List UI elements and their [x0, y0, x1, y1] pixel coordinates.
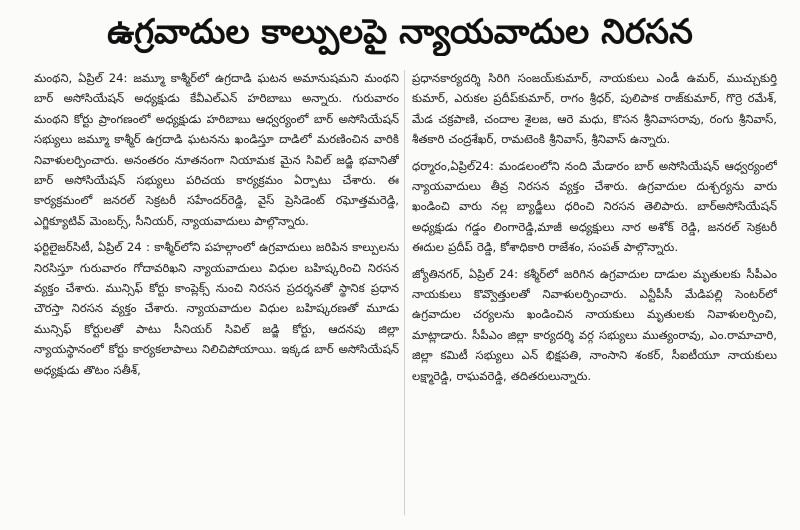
right-column: [412, 68, 777, 520]
paragraph-dharmaram: ధర్మారం,ఏప్రిల్24: మండలంలోని నంది మేడారం బార్ అసోసియేషన్ ఆధ్వర్యంలో న్యాయవాదులు తీవ్ర నిరసన వ్యక్తం చేశారు. ఉగ్రవాదుల దుశ్చర్యను వారు ఖండించి వారు నల్ల బ్యాడ్జీలు ధరించి నిరసన తెలిపారు. బార్‌అసోసియేషన్ అధ్యక్షుడు గడ్డం లింగారెడ్డి,మాజీ అధ్యక్షులు నార అశోక్ రెడ్డి, జనరల్ సెక్రటరీ ఈదుల ప్రదీప్ రెడ్డి, కోశాధికారి రాజేశం, సంపత్ పాల్గొన్నారు.: [412, 158, 777, 255]
paragraph-fertilizer-city: ఫర్టిలైజర్‌సిటీ, ఏప్రిల్ 24 : కాశ్మీర్‌లోని పహల్గాంలో ఉగ్రవాదులు జరిపిన కాల్పులను నిరసిస్తూ గురువారం గోదావరిఖని న్యాయవాదులు విధుల బహిష్కరించి నిరసన వ్యక్తం చేశారు. మున్సిఫ్ కోర్టు కాంప్లెక్స్ నుంచి నిరసన ప్రదర్శనతో స్థానిక ప్రధాన చౌరస్తా నిరసన వ్యక్తం చేశారు. న్యాయవాదుల విధుల బహిష్కరణతో మూడు మున్సిఫ్ కోర్టులతో పాటు సీనియర్ సివిల్ జడ్జి కోర్టు, ఆదనపు జిల్లా న్యాయస్థానంలో కోర్టు కార్యకలాపాలు నిలిచిపోయాయి. ఇక్కడ బార్ అసోసియేషన్ అధ్యక్షుడు తొటం సతీశ్,: [34, 240, 399, 377]
paragraph-jyothinagar: జ్యోతినగర్, ఏప్రిల్ 24: కశ్మీర్‌లో జరిగిన ఉగ్రవాదుల దాడుల మృతులకు సీపీఎం నాయకులు కొవ్వొత్తులతో నివాళులర్పించారు. ఎన్టీపీసీ మేడిపల్లి సెంటర్‌లో ఉగ్రవాదుల చర్యలను ఖండించిన నాయకులు మృతులకు నివాళులర్పించి, మాట్లాడారు. సీపీఎం జిల్లా కార్యదర్శి వర్గ సభ్యులు ముత్యంరావు, ఎం.రామాచారి, జిల్లా కమిటీ సభ్యులు ఎన్ భిక్షపతి, నాంసాని శంకర్, సీఐటీయూ నాయకులు లక్ష్మారెడ్డి, రాఘవరెడ్డి, తదితరులున్నారు.: [412, 266, 777, 383]
paragraph-manthani: మంథని, ఏప్రిల్ 24: జమ్మూ కాశ్మీర్‌లో ఉగ్రదాడి ఘటన అమానుషమని మంథని బార్ అసోసియేషన్ అధ్యక్షుడు కేవీఎల్ఎన్ హరిబాబు అన్నారు. గురువారం మంథని కోర్టు ప్రాంగణంలో అధ్యక్షుడు హరిబాబు ఆధ్వర్యంలో బార్ అసోసియేషన్ సభ్యులు జమ్మూ కాశ్మీర్ ఉగ్రదాడి ఘటనను ఖండిస్తూ దాడిలో మరణించిన వారికి నివాళులర్పించారు. అనంతరం నూతనంగా నియామక మైన సివిల్ జడ్జి భవానితో బార్ అసోసియేషన్ సభ్యులు పరిచయ కార్యక్రమం ఏర్పాటు చేశారు. ఈ కార్యక్రమంలో జనరల్ సెక్రటరీ సహేందర్‌రెడ్డి, వైస్ ప్రెసిడెంట్ రఘోత్తమరెడ్డి, ఎగ్జిక్యూటివ్ మెంబర్స్, సీనియర్, న్యాయవాదులు పాల్గొన్నారు.: [34, 71, 399, 228]
column-divider: [404, 70, 405, 515]
headline: ఉగ్రవాదుల కాల్పులపై న్యాయవాదుల నిరసన: [107, 12, 693, 52]
paragraph-continuation: ప్రధానకార్యదర్శి సిరిగి సంజయ్‌కుమార్, నాయకులు ఎండీ ఉమర్, ముచ్చుకుర్తి కుమార్, ఎరుకల ప్రదీప్‌కుమార్, రాగం శ్రీధర్, పులిపాక రాజ్‌కుమార్, గొర్రె రమేశ్, మేడ చక్రపాణి, చందాల శైలజ, ఆరె మధు, కొసన శ్రీనివాసరావు, రంగు శ్రీనివాస్, శీతకారి చంద్రశేఖర్, రామటెంకి శ్రీనివాస్, శ్రీనివాస్ ఉన్నారు.: [412, 71, 777, 147]
left-column: [34, 68, 399, 520]
